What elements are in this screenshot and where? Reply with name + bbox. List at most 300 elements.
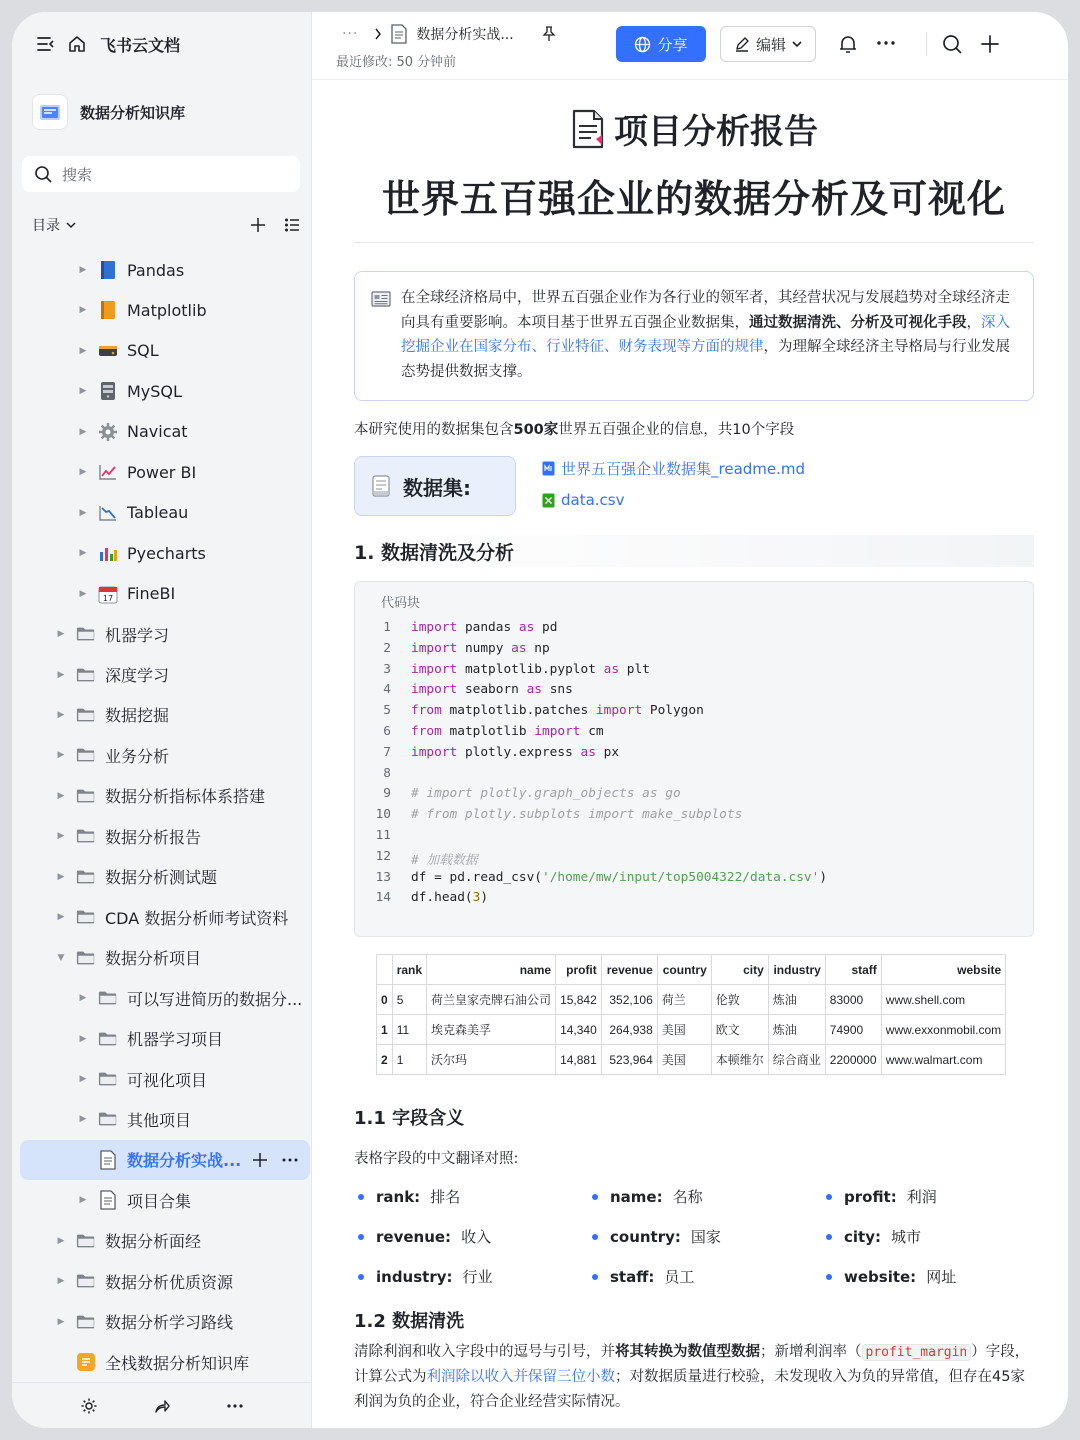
code-line xyxy=(355,849,1035,870)
sidebar-item[interactable] xyxy=(20,978,310,1018)
toc-header xyxy=(32,215,300,235)
field-item xyxy=(592,1266,694,1287)
field-value: 名称 xyxy=(672,1188,703,1206)
callout-bold: 通过数据清洗、分析及可视化手段 xyxy=(749,314,967,331)
last-modified: 最近修改: 50 分钟前 xyxy=(336,55,457,70)
folder-icon xyxy=(76,948,96,968)
callout-block xyxy=(354,271,1034,401)
field-key: revenue: xyxy=(376,1228,452,1246)
section-heading-1: 1. 数据清洗及分析 xyxy=(354,535,1034,567)
field-value: 排名 xyxy=(430,1188,461,1206)
sidebar-item[interactable] xyxy=(20,816,310,856)
sidebar-item[interactable] xyxy=(20,1221,310,1261)
clean-text-1: 清除利润和收入字段中的逗号与引号，并 xyxy=(354,1344,615,1360)
code-line xyxy=(355,662,1035,683)
database-icon xyxy=(98,341,118,361)
doc-title-text: 项目分析报告 xyxy=(614,112,818,152)
line-number: 9 xyxy=(383,786,391,802)
sidebar-item-label: 深度学习 xyxy=(105,666,170,685)
chevron-down-icon xyxy=(792,40,802,48)
sidebar-item-label: MySQL xyxy=(127,381,182,401)
breadcrumb xyxy=(342,24,556,44)
clean-bold: 将其转换为数值型数据 xyxy=(615,1344,760,1360)
caret-right-icon[interactable]: ▶ xyxy=(57,912,65,923)
folder-icon xyxy=(76,1271,96,1291)
caret-right-icon[interactable]: ▶ xyxy=(79,588,87,599)
code-text: import numpy as np xyxy=(411,640,550,656)
doc-header xyxy=(312,12,1068,80)
field-key: city: xyxy=(844,1228,881,1246)
field-key: country: xyxy=(610,1228,681,1246)
sidebar-item[interactable] xyxy=(20,1099,310,1139)
sidebar-item[interactable] xyxy=(20,1180,310,1220)
field-item xyxy=(826,1226,921,1247)
caret-right-icon[interactable]: ▶ xyxy=(79,265,87,275)
sidebar-item[interactable] xyxy=(20,250,310,290)
table-cell: 15,842 xyxy=(556,985,602,1015)
code-text: # from plotly.subplots import make_subplots xyxy=(411,807,743,823)
kb-orange-icon xyxy=(76,1352,96,1372)
folder-icon xyxy=(98,988,118,1008)
table-header: industry xyxy=(768,955,825,985)
document-icon xyxy=(371,475,391,497)
field-value: 城市 xyxy=(890,1228,921,1246)
clean-highlight: 利润除以收入并保留三位小数 xyxy=(426,1369,615,1385)
caret-right-icon[interactable]: ▶ xyxy=(79,993,87,1004)
line-number: 14 xyxy=(375,890,391,906)
table-header: website xyxy=(881,955,1005,985)
share-label: 分享 xyxy=(657,35,688,54)
breadcrumb-doc-title[interactable]: 数据分析实战... xyxy=(416,27,514,43)
table-row xyxy=(377,1015,1006,1045)
caret-right-icon[interactable]: ▶ xyxy=(79,548,87,559)
intro-text: 本研究使用的数据集包含 xyxy=(354,422,514,438)
file-link-csv[interactable] xyxy=(542,491,625,509)
bullet-dot xyxy=(826,1194,832,1200)
sidebar-item-label: 业务分析 xyxy=(105,746,170,766)
sidebar-item[interactable] xyxy=(20,452,310,492)
edit-mode-button[interactable] xyxy=(720,26,816,62)
table-header: city xyxy=(711,955,768,985)
chevron-down-icon[interactable] xyxy=(66,221,76,229)
code-text: import matplotlib.pyplot as plt xyxy=(411,661,650,677)
sidebar-item[interactable] xyxy=(20,290,310,330)
sidebar-item-label: Pandas xyxy=(127,260,185,280)
caret-down-icon[interactable]: ▼ xyxy=(57,952,65,963)
table-header: staff xyxy=(825,955,881,985)
sidebar-item-label: 数据分析项目 xyxy=(105,949,202,969)
code-text: df = pd.read_csv('/home/mw/input/top5004322/data.csv') xyxy=(411,869,828,885)
line-number: 12 xyxy=(375,848,391,864)
code-block-label: 代码块 xyxy=(381,596,421,611)
sidebar-item-label: Navicat xyxy=(127,422,188,442)
caret-right-icon[interactable]: ▶ xyxy=(57,629,65,640)
caret-right-icon[interactable]: ▶ xyxy=(57,709,65,720)
caret-right-icon[interactable]: ▶ xyxy=(79,507,87,518)
knowledge-base-name: 数据分析知识库 xyxy=(80,103,186,122)
globe-icon xyxy=(634,36,651,53)
table-cell: 荷兰皇家壳牌石油公司 xyxy=(427,985,556,1015)
table-cell: 炼油 xyxy=(768,985,825,1015)
add-icon[interactable] xyxy=(250,217,266,233)
field-value: 利润 xyxy=(906,1188,937,1206)
table-cell: www.exxonmobil.com xyxy=(881,1015,1005,1045)
caret-right-icon[interactable]: ▶ xyxy=(79,1033,87,1044)
outline-list-icon[interactable] xyxy=(284,217,300,233)
table-cell: 14,881 xyxy=(556,1045,602,1075)
sidebar-item-label: Pyecharts xyxy=(127,543,206,563)
sidebar-item-label: 可视化项目 xyxy=(127,1070,208,1090)
dataframe-table xyxy=(376,954,1006,1075)
file-link-readme[interactable] xyxy=(542,458,805,479)
sidebar-item[interactable] xyxy=(20,695,310,735)
table-header-row xyxy=(377,955,1006,985)
toc-label[interactable]: 目录 xyxy=(32,218,60,234)
line-number: 10 xyxy=(375,807,391,823)
table-header: name xyxy=(427,955,556,985)
bullet-dot xyxy=(592,1274,598,1280)
section-heading-1-1: 1.1 字段含义 xyxy=(354,1108,465,1129)
divider xyxy=(354,242,1034,243)
caret-right-icon[interactable]: ▶ xyxy=(57,669,65,680)
folder-icon xyxy=(76,665,96,685)
sidebar-item[interactable] xyxy=(20,897,310,937)
field-key: profit: xyxy=(844,1188,897,1206)
dataset-intro xyxy=(354,418,794,439)
table-cell: 美国 xyxy=(657,1045,711,1075)
code-text: df.head(3) xyxy=(411,890,489,906)
code-line xyxy=(355,807,1035,828)
sidebar-item[interactable] xyxy=(20,493,310,533)
knowledge-base-logo xyxy=(32,94,68,130)
share-button[interactable] xyxy=(616,26,706,62)
caret-right-icon[interactable]: ▶ xyxy=(79,426,87,437)
pin-icon[interactable] xyxy=(542,26,556,42)
calendar-icon xyxy=(98,584,118,604)
clean-text-4: ；对数据质量进行校验，未发现收入为负的异常值，但存在45家利润为负的企业，符合企业经营实际情况。 xyxy=(354,1369,1025,1410)
caret-right-icon[interactable]: ▶ xyxy=(57,1316,65,1327)
line-number: 2 xyxy=(383,640,391,656)
clean-text-3: ）字段，计算公式为 xyxy=(354,1344,1030,1385)
table-cell: 83000 xyxy=(825,985,881,1015)
table-cell: 综合商业 xyxy=(768,1045,825,1075)
home-icon[interactable] xyxy=(68,35,86,53)
sidebar-item-label: 数据分析学习路线 xyxy=(105,1313,234,1333)
field-item xyxy=(592,1186,703,1207)
caret-right-icon[interactable]: ▶ xyxy=(79,345,87,356)
field-item xyxy=(358,1266,493,1287)
book-blue-icon xyxy=(98,260,118,280)
gear-icon xyxy=(98,422,118,442)
bell-icon[interactable] xyxy=(838,34,858,54)
chevron-right-icon xyxy=(374,28,382,40)
code-text: import seaborn as sns xyxy=(411,682,573,698)
share-export-icon[interactable] xyxy=(153,1397,171,1415)
table-header: country xyxy=(657,955,711,985)
sidebar-item[interactable] xyxy=(20,1140,310,1180)
code-line xyxy=(355,724,1035,745)
sidebar-item-label: 项目合集 xyxy=(127,1191,192,1211)
table-cell: 14,340 xyxy=(556,1015,602,1045)
sidebar-item[interactable] xyxy=(20,1302,310,1342)
folder-icon xyxy=(98,1109,118,1129)
add-icon[interactable] xyxy=(980,34,1000,54)
search-icon xyxy=(34,165,52,183)
sidebar-item[interactable] xyxy=(20,776,310,816)
search-input[interactable] xyxy=(22,156,300,192)
code-text: # import plotly.graph_objects as go xyxy=(411,786,681,802)
sidebar-item-label: FineBI xyxy=(127,584,176,604)
sidebar-item[interactable] xyxy=(20,735,310,775)
folder-icon xyxy=(98,1069,118,1089)
search-placeholder: 搜索 xyxy=(62,165,93,184)
code-text: import pandas as pd xyxy=(411,620,558,635)
server-icon xyxy=(98,381,118,401)
code-text: from matplotlib.patches import Polygon xyxy=(411,703,704,719)
code-line xyxy=(355,766,1035,787)
code-line xyxy=(355,745,1035,766)
caret-right-icon[interactable]: ▶ xyxy=(79,1074,87,1084)
sidebar-item-label: 机器学习项目 xyxy=(127,1030,224,1050)
collapse-sidebar-icon[interactable] xyxy=(36,35,56,53)
folder-icon xyxy=(76,745,96,765)
bullet-dot xyxy=(826,1274,832,1280)
sidebar-item[interactable] xyxy=(20,574,310,614)
sidebar-item[interactable] xyxy=(20,1019,310,1059)
caret-right-icon[interactable]: ▶ xyxy=(57,750,65,761)
line-number: 11 xyxy=(375,828,391,843)
field-value: 员工 xyxy=(664,1268,695,1286)
code-line xyxy=(355,890,1035,911)
line-number: 7 xyxy=(383,744,391,760)
code-text: from matplotlib import cm xyxy=(411,724,604,739)
table-header: profit xyxy=(556,955,602,985)
sidebar-item[interactable] xyxy=(20,938,310,978)
table-cell: 5 xyxy=(392,985,426,1015)
table-cell: 523,964 xyxy=(601,1045,657,1075)
svg-text:17: 17 xyxy=(102,593,114,603)
markdown-file-icon xyxy=(542,461,555,476)
field-key: staff: xyxy=(610,1268,655,1286)
caret-right-icon[interactable]: ▶ xyxy=(79,1114,87,1125)
folder-icon xyxy=(76,1231,96,1251)
spreadsheet-file-icon xyxy=(542,493,555,508)
line-number: 5 xyxy=(383,703,391,719)
page-icon xyxy=(570,109,606,149)
field-item xyxy=(358,1186,460,1207)
sidebar-item[interactable] xyxy=(20,614,310,654)
sidebar-item-label: 数据分析报告 xyxy=(105,827,202,847)
folder-icon xyxy=(76,907,96,927)
sidebar-item-label: SQL xyxy=(127,341,159,361)
table-cell: 伦敦 xyxy=(711,985,768,1015)
field-item xyxy=(358,1226,491,1247)
table-row xyxy=(377,985,1006,1015)
caret-right-icon[interactable]: ▶ xyxy=(57,1276,65,1287)
folder-icon xyxy=(76,624,96,644)
code-line xyxy=(355,620,1035,641)
field-key: name: xyxy=(610,1188,663,1206)
doc-icon xyxy=(390,24,408,44)
sidebar xyxy=(12,12,312,1428)
header-divider xyxy=(926,32,927,56)
caret-right-icon[interactable]: ▶ xyxy=(79,467,87,478)
sidebar-item[interactable] xyxy=(20,1342,310,1382)
app-name[interactable]: 飞书云文档 xyxy=(100,35,181,55)
line-number: 1 xyxy=(383,620,391,635)
table-cell: 1 xyxy=(392,1045,426,1075)
breadcrumb-more[interactable]: ··· xyxy=(342,26,359,42)
bullet-dot xyxy=(358,1234,364,1240)
code-line xyxy=(355,870,1035,891)
dataset-label: 数据集: xyxy=(403,475,471,500)
sidebar-bottom-bar xyxy=(12,1382,312,1428)
table-cell: 美国 xyxy=(657,1015,711,1045)
trend-chart-icon xyxy=(98,503,118,523)
field-key: website: xyxy=(844,1268,917,1286)
table-header: rank xyxy=(392,955,426,985)
code-block[interactable] xyxy=(354,581,1034,937)
field-value: 行业 xyxy=(462,1268,493,1286)
table-cell: 352,106 xyxy=(601,985,657,1015)
file-csv-name: data.csv xyxy=(561,491,625,509)
table-cell: 沃尔玛 xyxy=(427,1045,556,1075)
sidebar-item-label: CDA 数据分析师考试资料 xyxy=(105,908,289,928)
intro-text-end: 世界五百强企业的信息，共10个字段 xyxy=(558,422,795,438)
more-icon[interactable] xyxy=(876,40,896,46)
doc-subtitle: 世界五百强企业的数据分析及可视化 xyxy=(381,177,1006,221)
caret-right-icon[interactable]: ▶ xyxy=(57,831,65,842)
more-icon[interactable] xyxy=(226,1403,244,1409)
field-value: 国家 xyxy=(690,1228,721,1246)
field-item xyxy=(592,1226,721,1247)
caret-right-icon[interactable]: ▶ xyxy=(57,790,65,801)
sidebar-item-label: 数据分析实战... xyxy=(127,1151,242,1171)
folder-icon xyxy=(98,1029,118,1049)
table-row xyxy=(377,1045,1006,1075)
table-cell: 荷兰 xyxy=(657,985,711,1015)
field-intro: 表格字段的中文翻译对照: xyxy=(354,1151,519,1167)
code-line xyxy=(355,828,1035,849)
sidebar-item-label: 数据分析面经 xyxy=(105,1232,202,1252)
code-line xyxy=(355,786,1035,807)
bar-chart-icon xyxy=(98,543,118,563)
callout-sep: ， xyxy=(966,314,981,331)
caret-right-icon[interactable]: ▶ xyxy=(57,871,65,882)
line-number: 4 xyxy=(383,682,391,698)
book-orange-icon xyxy=(98,300,118,320)
folder-icon xyxy=(76,826,96,846)
callout-text-2: ，为理解全球经济主导格局与行业发展态势提供数据支撑。 xyxy=(401,339,1010,380)
table-cell: 2200000 xyxy=(825,1045,881,1075)
file-readme-name: 世界五百强企业数据集_readme.md xyxy=(561,460,806,478)
callout-highlight: 深入挖掘企业在国家分布、行业特征、财务表现等方面的规律 xyxy=(401,314,1010,355)
sidebar-item-label: 数据分析测试题 xyxy=(105,868,218,888)
clean-text-2: ；新增利润率（ xyxy=(760,1344,862,1360)
code-text: # 加载数据 xyxy=(411,852,478,868)
sidebar-item[interactable] xyxy=(20,1059,310,1099)
table-cell: 74900 xyxy=(825,1015,881,1045)
dataset-card xyxy=(354,456,516,516)
table-cell: 1 xyxy=(377,1015,393,1045)
sidebar-top-bar xyxy=(36,32,180,56)
doc-title xyxy=(354,104,1034,153)
caret-right-icon[interactable]: ▶ xyxy=(57,1235,65,1246)
sidebar-item-label: 数据分析优质资源 xyxy=(105,1272,234,1292)
line-number: 13 xyxy=(375,869,391,885)
sidebar-item[interactable] xyxy=(20,533,310,573)
table-cell: 埃克森美孚 xyxy=(427,1015,556,1045)
edit-label: 编辑 xyxy=(755,35,786,54)
field-key: rank: xyxy=(376,1188,421,1206)
table-cell: 炼油 xyxy=(768,1015,825,1045)
app-window xyxy=(12,12,1068,1428)
table-cell: 欧文 xyxy=(711,1015,768,1045)
code-line xyxy=(355,641,1035,662)
bullet-dot xyxy=(826,1234,832,1240)
intro-count: 500家 xyxy=(513,422,559,438)
line-number: 3 xyxy=(383,661,391,677)
search-icon[interactable] xyxy=(942,34,962,54)
table-cell: www.shell.com xyxy=(881,985,1005,1015)
sidebar-item[interactable] xyxy=(20,371,310,411)
newspaper-icon xyxy=(371,290,391,308)
code-line xyxy=(355,682,1035,703)
sidebar-item-label: Tableau xyxy=(127,503,189,523)
field-value: 收入 xyxy=(461,1228,492,1246)
sidebar-item[interactable] xyxy=(20,1261,310,1301)
table-cell: 264,938 xyxy=(601,1015,657,1045)
line-number: 6 xyxy=(383,724,391,739)
sidebar-item-label: Power BI xyxy=(127,462,197,482)
bullet-dot xyxy=(358,1194,364,1200)
more-icon[interactable] xyxy=(282,1152,298,1168)
bullet-dot xyxy=(592,1234,598,1240)
add-icon[interactable] xyxy=(252,1152,268,1168)
sidebar-item[interactable] xyxy=(20,412,310,452)
pencil-icon xyxy=(734,36,750,52)
bullet-dot xyxy=(358,1274,364,1280)
settings-icon[interactable] xyxy=(80,1397,98,1415)
cleaning-paragraph xyxy=(354,1340,1034,1415)
sidebar-item[interactable] xyxy=(20,655,310,695)
table-header: revenue xyxy=(601,955,657,985)
sidebar-item[interactable] xyxy=(20,857,310,897)
sidebar-item-label: 数据分析指标体系搭建 xyxy=(105,787,266,807)
table-header xyxy=(377,955,393,985)
sidebar-item-label: 数据挖掘 xyxy=(105,706,170,726)
line-chart-icon xyxy=(98,462,118,482)
folder-icon xyxy=(76,786,96,806)
sidebar-item-label: Matplotlib xyxy=(127,300,207,320)
section-heading-1-2: 1.2 数据清洗 xyxy=(354,1311,465,1332)
bullet-dot xyxy=(592,1194,598,1200)
caret-right-icon[interactable]: ▶ xyxy=(79,1195,87,1206)
sidebar-item-label: 机器学习 xyxy=(105,625,170,645)
folder-icon xyxy=(76,1312,96,1332)
sidebar-item[interactable] xyxy=(20,331,310,371)
caret-right-icon[interactable]: ▶ xyxy=(79,386,87,397)
sidebar-item-actions xyxy=(252,1152,298,1168)
sidebar-item-label: 可以写进简历的数据分... xyxy=(127,989,303,1009)
code-line xyxy=(355,703,1035,724)
table-cell: 2 xyxy=(377,1045,393,1075)
caret-right-icon[interactable]: ▶ xyxy=(79,305,87,316)
knowledge-base-header[interactable] xyxy=(32,94,185,130)
field-value: 网址 xyxy=(926,1268,957,1286)
line-number: 8 xyxy=(383,765,391,781)
sidebar-item-label: 全栈数据分析知识库 xyxy=(105,1353,250,1373)
